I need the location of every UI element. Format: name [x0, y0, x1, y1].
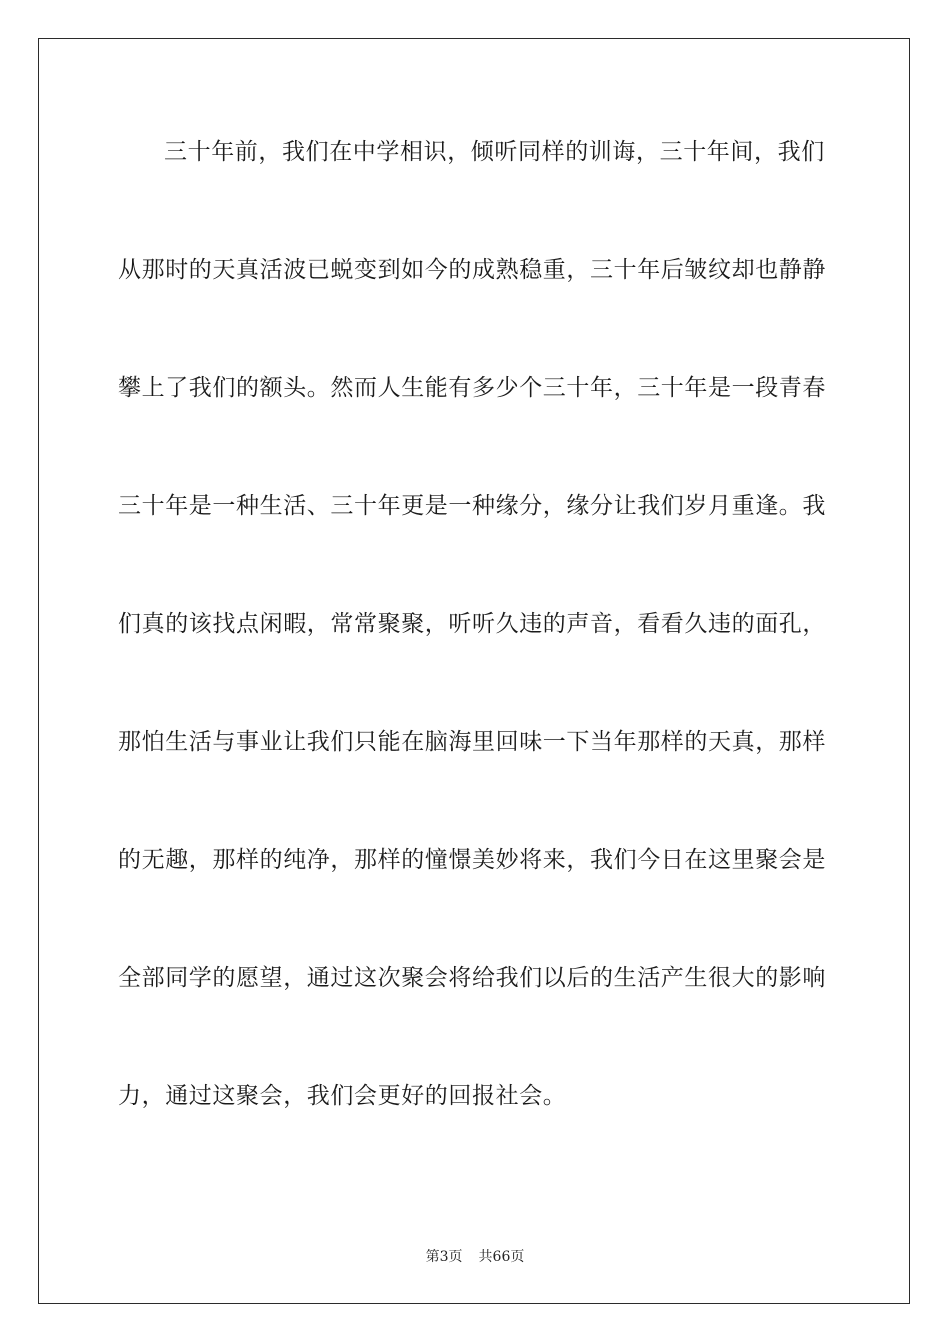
- document-body: [118, 122, 838, 1184]
- page-total: 共66页: [478, 1249, 525, 1265]
- paragraph-line: 们真的该找点闲暇，常常聚聚，听听久违的声音，看看久违的面孔，: [118, 611, 826, 637]
- paragraph-line: 三十年是一种生活、三十年更是一种缘分，缘分让我们岁月重逢。我: [118, 493, 826, 519]
- paragraph-line: 全部同学的愿望，通过这次聚会将给我们以后的生活产生很大的影响: [118, 965, 826, 991]
- paragraph-line: 从那时的天真活波已蜕变到如今的成熟稳重，三十年后皱纹却也静静: [118, 257, 826, 283]
- paragraph-line: 攀上了我们的额头。然而人生能有多少个三十年，三十年是一段青春: [118, 375, 826, 401]
- page-number: 第3页: [425, 1249, 463, 1265]
- paragraph-line: 那怕生活与事业让我们只能在脑海里回味一下当年那样的天真，那样: [118, 729, 826, 755]
- paragraph-line: 三十年前，我们在中学相识，倾听同样的训诲，三十年间，我们: [164, 139, 825, 165]
- paragraph-line: 的无趣，那样的纯净，那样的憧憬美妙将来，我们今日在这里聚会是: [118, 847, 826, 873]
- page-footer: [0, 1246, 950, 1266]
- paragraph-line: 力，通过这聚会，我们会更好的回报社会。: [118, 1083, 567, 1109]
